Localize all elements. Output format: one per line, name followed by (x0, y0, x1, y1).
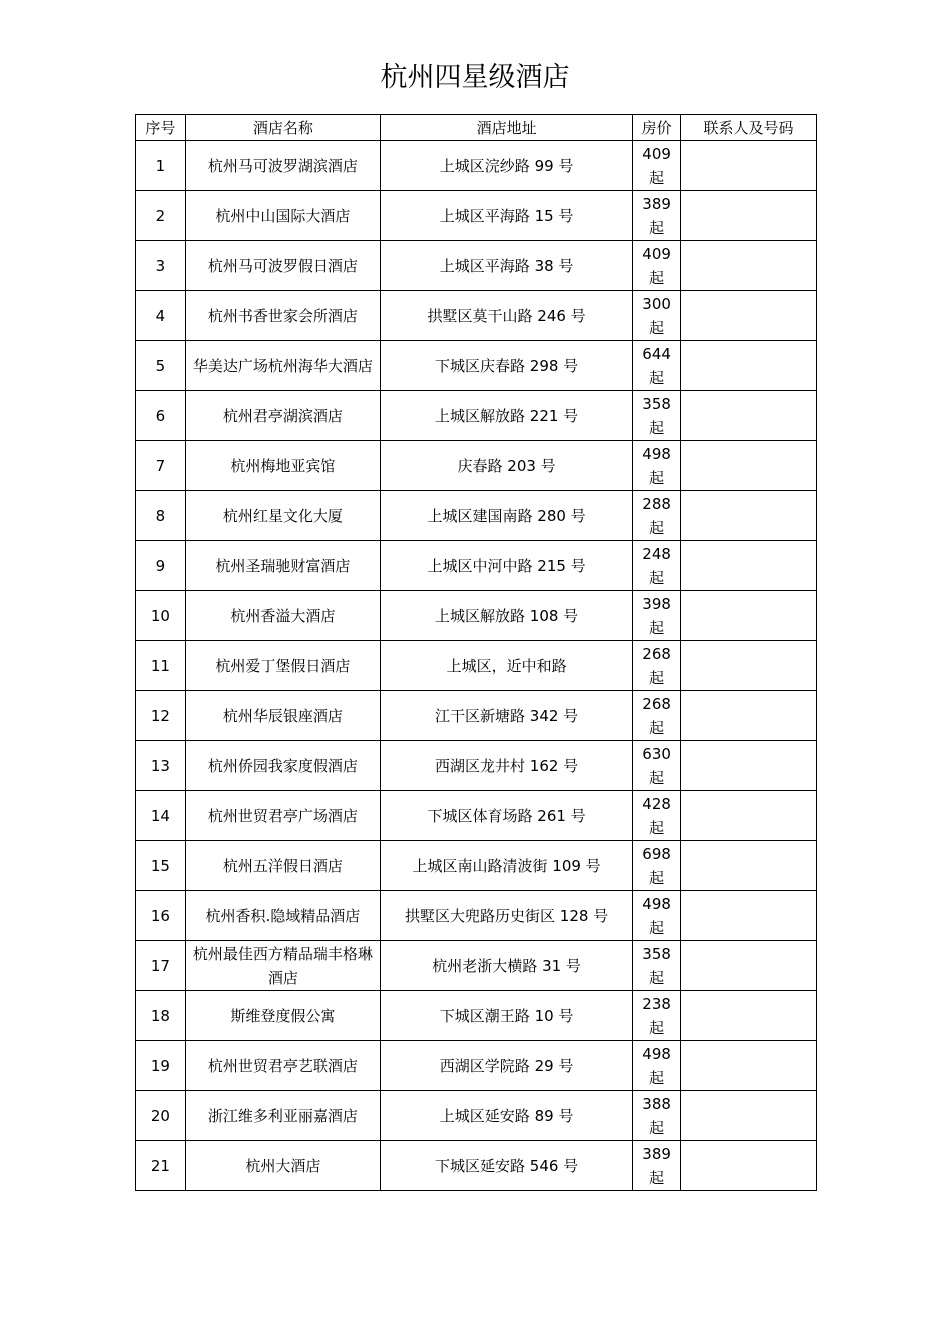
hotel-name-cell: 杭州马可波罗湖滨酒店 (185, 141, 380, 191)
price-cell (633, 241, 681, 291)
hotel-address-cell: 上城区中河中路 215 号 (380, 541, 632, 591)
price-value: 498 (642, 894, 671, 913)
hotel-name-cell: 浙江维多利亚丽嘉酒店 (185, 1091, 380, 1141)
table-row (136, 891, 817, 941)
hotel-address-cell: 庆春路 203 号 (380, 441, 632, 491)
price-value: 398 (642, 594, 671, 613)
hotel-name-cell: 杭州红星文化大厦 (185, 491, 380, 541)
hotel-address-cell: 下城区庆春路 298 号 (380, 341, 632, 391)
price-value: 409 (642, 244, 671, 263)
contact-cell (680, 291, 816, 341)
table-row (136, 541, 817, 591)
price-cell (633, 841, 681, 891)
table-row (136, 391, 817, 441)
price-cell (633, 391, 681, 441)
row-number-cell: 12 (136, 691, 186, 741)
hotel-name-cell: 杭州圣瑞驰财富酒店 (185, 541, 380, 591)
row-number-cell: 16 (136, 891, 186, 941)
price-cell (633, 541, 681, 591)
price-suffix: 起 (649, 668, 665, 687)
table-row (136, 991, 817, 1041)
hotel-address-cell: 上城区南山路清波街 109 号 (380, 841, 632, 891)
row-number-cell: 3 (136, 241, 186, 291)
header-address: 酒店地址 (380, 115, 632, 141)
row-number-cell: 11 (136, 641, 186, 691)
price-cell (633, 891, 681, 941)
hotel-name-cell: 杭州香溢大酒店 (185, 591, 380, 641)
table-row (136, 1141, 817, 1191)
hotel-name-cell: 杭州五洋假日酒店 (185, 841, 380, 891)
table-row (136, 841, 817, 891)
price-value: 358 (642, 394, 671, 413)
price-suffix: 起 (649, 468, 665, 487)
hotel-address-cell: 杭州老浙大横路 31 号 (380, 941, 632, 991)
row-number-cell: 17 (136, 941, 186, 991)
price-suffix: 起 (649, 818, 665, 837)
contact-cell (680, 341, 816, 391)
row-number-cell: 21 (136, 1141, 186, 1191)
price-suffix: 起 (649, 268, 665, 287)
price-value: 498 (642, 444, 671, 463)
table-row (136, 741, 817, 791)
row-number-cell: 10 (136, 591, 186, 641)
hotel-name-cell: 杭州大酒店 (185, 1141, 380, 1191)
contact-cell (680, 241, 816, 291)
table-row (136, 291, 817, 341)
price-cell (633, 691, 681, 741)
hotel-address-cell: 下城区延安路 546 号 (380, 1141, 632, 1191)
hotel-name-cell: 杭州香积.隐域精品酒店 (185, 891, 380, 941)
price-suffix: 起 (649, 568, 665, 587)
price-value: 358 (642, 944, 671, 963)
price-suffix: 起 (649, 918, 665, 937)
price-cell (633, 441, 681, 491)
price-value: 268 (642, 644, 671, 663)
hotel-address-cell: 上城区浣纱路 99 号 (380, 141, 632, 191)
price-value: 698 (642, 844, 671, 863)
hotel-address-cell: 上城区，近中和路 (380, 641, 632, 691)
price-value: 238 (642, 994, 671, 1013)
row-number-cell: 1 (136, 141, 186, 191)
price-value: 389 (642, 1144, 671, 1163)
contact-cell (680, 491, 816, 541)
price-cell (633, 1141, 681, 1191)
contact-cell (680, 391, 816, 441)
contact-cell (680, 641, 816, 691)
price-cell (633, 191, 681, 241)
price-value: 268 (642, 694, 671, 713)
price-cell (633, 1041, 681, 1091)
price-cell (633, 341, 681, 391)
contact-cell (680, 1041, 816, 1091)
price-value: 389 (642, 194, 671, 213)
hotel-address-cell: 上城区平海路 38 号 (380, 241, 632, 291)
hotel-address-cell: 拱墅区莫干山路 246 号 (380, 291, 632, 341)
row-number-cell: 15 (136, 841, 186, 891)
contact-cell (680, 691, 816, 741)
row-number-cell: 7 (136, 441, 186, 491)
price-suffix: 起 (649, 368, 665, 387)
price-suffix: 起 (649, 1168, 665, 1187)
hotel-address-cell: 西湖区学院路 29 号 (380, 1041, 632, 1091)
hotel-name-cell: 杭州书香世家会所酒店 (185, 291, 380, 341)
price-value: 248 (642, 544, 671, 563)
document-title: 杭州四星级酒店 (380, 62, 570, 93)
hotel-address-cell: 下城区体育场路 261 号 (380, 791, 632, 841)
row-number-cell: 2 (136, 191, 186, 241)
hotel-name-cell: 杭州马可波罗假日酒店 (185, 241, 380, 291)
table-header-row (136, 115, 817, 141)
hotel-address-cell: 江干区新塘路 342 号 (380, 691, 632, 741)
price-suffix: 起 (649, 418, 665, 437)
table-row (136, 1091, 817, 1141)
price-cell (633, 791, 681, 841)
hotel-name-cell: 杭州爱丁堡假日酒店 (185, 641, 380, 691)
table-row (136, 1041, 817, 1091)
table-row (136, 691, 817, 741)
price-cell (633, 591, 681, 641)
header-name: 酒店名称 (185, 115, 380, 141)
header-no: 序号 (136, 115, 186, 141)
contact-cell (680, 941, 816, 991)
price-cell (633, 941, 681, 991)
hotel-name-cell: 杭州最佳西方精品瑞丰格琳酒店 (185, 941, 380, 991)
price-cell (633, 1091, 681, 1141)
price-suffix: 起 (649, 318, 665, 337)
hotel-name-cell: 杭州梅地亚宾馆 (185, 441, 380, 491)
header-price: 房价 (633, 115, 681, 141)
contact-cell (680, 591, 816, 641)
price-cell (633, 291, 681, 341)
table-row (136, 591, 817, 641)
hotel-name-cell: 杭州中山国际大酒店 (185, 191, 380, 241)
table-row (136, 441, 817, 491)
price-cell (633, 991, 681, 1041)
price-suffix: 起 (649, 968, 665, 987)
row-number-cell: 9 (136, 541, 186, 591)
hotel-name-cell: 杭州侨园我家度假酒店 (185, 741, 380, 791)
price-value: 288 (642, 494, 671, 513)
hotel-address-cell: 拱墅区大兜路历史街区 128 号 (380, 891, 632, 941)
hotel-address-cell: 下城区潮王路 10 号 (380, 991, 632, 1041)
row-number-cell: 19 (136, 1041, 186, 1091)
hotel-name-cell: 杭州君亭湖滨酒店 (185, 391, 380, 441)
contact-cell (680, 541, 816, 591)
contact-cell (680, 891, 816, 941)
hotel-address-cell: 上城区建国南路 280 号 (380, 491, 632, 541)
contact-cell (680, 191, 816, 241)
table-row (136, 241, 817, 291)
price-cell (633, 141, 681, 191)
row-number-cell: 4 (136, 291, 186, 341)
price-suffix: 起 (649, 1068, 665, 1087)
row-number-cell: 5 (136, 341, 186, 391)
price-value: 498 (642, 1044, 671, 1063)
contact-cell (680, 1091, 816, 1141)
hotel-address-cell: 西湖区龙井村 162 号 (380, 741, 632, 791)
table-row (136, 641, 817, 691)
price-suffix: 起 (649, 218, 665, 237)
table-row (136, 491, 817, 541)
price-suffix: 起 (649, 518, 665, 537)
hotel-address-cell: 上城区解放路 108 号 (380, 591, 632, 641)
row-number-cell: 8 (136, 491, 186, 541)
table-row (136, 941, 817, 991)
price-value: 300 (642, 294, 671, 313)
price-suffix: 起 (649, 718, 665, 737)
price-suffix: 起 (649, 618, 665, 637)
hotel-address-cell: 上城区延安路 89 号 (380, 1091, 632, 1141)
contact-cell (680, 141, 816, 191)
contact-cell (680, 441, 816, 491)
table-row (136, 341, 817, 391)
price-cell (633, 741, 681, 791)
row-number-cell: 13 (136, 741, 186, 791)
contact-cell (680, 991, 816, 1041)
table-row (136, 791, 817, 841)
price-value: 630 (642, 744, 671, 763)
price-suffix: 起 (649, 768, 665, 787)
price-suffix: 起 (649, 868, 665, 887)
price-suffix: 起 (649, 1118, 665, 1137)
price-value: 388 (642, 1094, 671, 1113)
price-value: 644 (642, 344, 671, 363)
hotel-table (135, 114, 817, 1191)
price-value: 428 (642, 794, 671, 813)
hotel-name-cell: 斯维登度假公寓 (185, 991, 380, 1041)
contact-cell (680, 791, 816, 841)
row-number-cell: 14 (136, 791, 186, 841)
contact-cell (680, 741, 816, 791)
hotel-address-cell: 上城区平海路 15 号 (380, 191, 632, 241)
price-cell (633, 641, 681, 691)
hotel-address-cell: 上城区解放路 221 号 (380, 391, 632, 441)
table-row (136, 191, 817, 241)
row-number-cell: 18 (136, 991, 186, 1041)
table-row (136, 141, 817, 191)
contact-cell (680, 1141, 816, 1191)
contact-cell (680, 841, 816, 891)
row-number-cell: 6 (136, 391, 186, 441)
header-contact: 联系人及号码 (680, 115, 816, 141)
hotel-name-cell: 杭州世贸君亭艺联酒店 (185, 1041, 380, 1091)
price-suffix: 起 (649, 1018, 665, 1037)
hotel-name-cell: 杭州世贸君亭广场酒店 (185, 791, 380, 841)
price-value: 409 (642, 144, 671, 163)
hotel-name-cell: 杭州华辰银座酒店 (185, 691, 380, 741)
row-number-cell: 20 (136, 1091, 186, 1141)
price-cell (633, 491, 681, 541)
hotel-name-cell: 华美达广场杭州海华大酒店 (185, 341, 380, 391)
price-suffix: 起 (649, 168, 665, 187)
